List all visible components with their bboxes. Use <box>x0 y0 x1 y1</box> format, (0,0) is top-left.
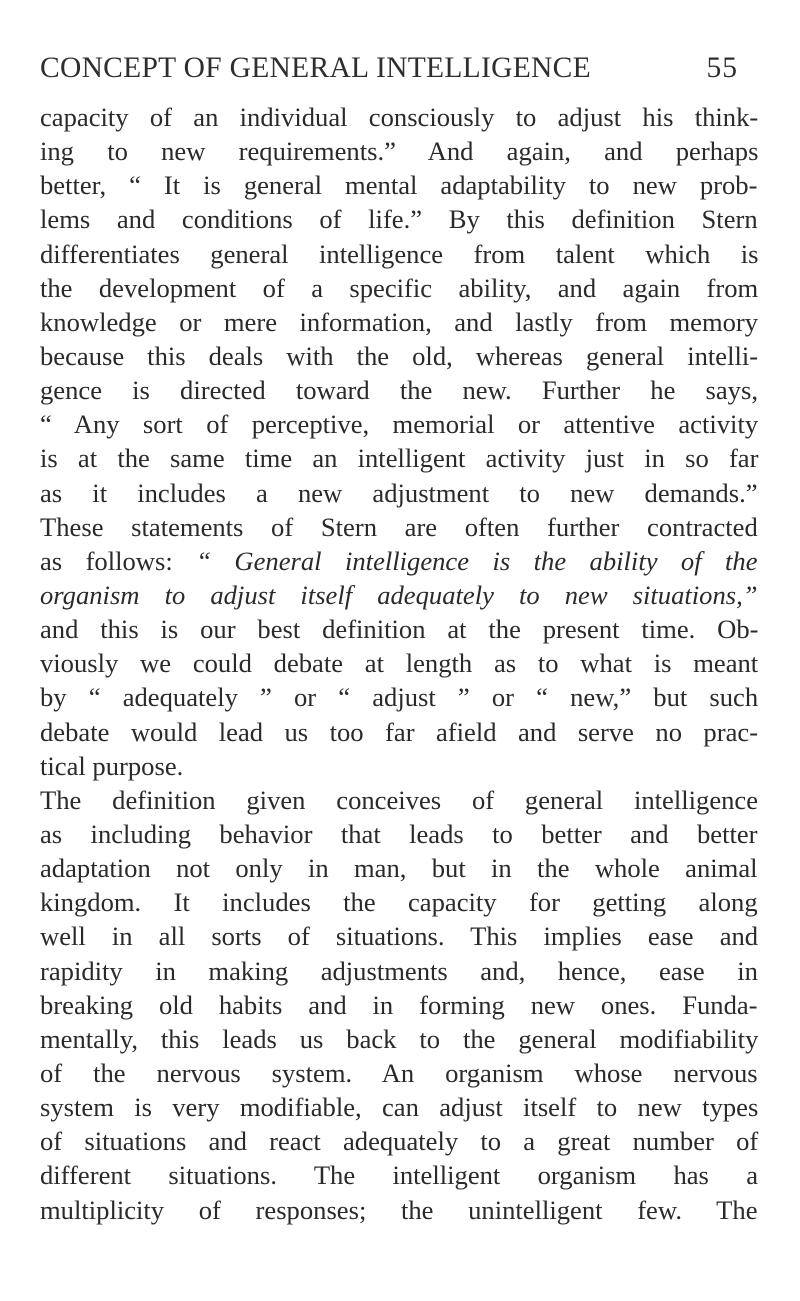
text-line: system is very modifiable, can adjust itself to new types <box>40 1092 759 1123</box>
body-text <box>40 100 758 1227</box>
text-line: well in all sorts of situations. This implies ease and <box>40 921 759 952</box>
text-line: as including behavior that leads to better and better <box>40 818 758 849</box>
text-line: These statements of Stern are often further contracted <box>40 511 758 542</box>
text-line: mentally, this leads us back to the general modifiability <box>40 1023 759 1054</box>
text-line: multiplicity of responses; the unintelligent few. The <box>40 1194 758 1225</box>
text-line: capacity of an individual consciously to adjust his think- <box>40 102 759 132</box>
text-line: kingdom. It includes the capacity for getting along <box>40 887 758 918</box>
text-line: as it includes a new adjustment to new demands.” <box>40 477 758 508</box>
text-line: knowledge or mere information, and lastly from memory <box>40 306 759 337</box>
text-line: tical purpose. <box>40 750 184 781</box>
page-number: 55 <box>706 52 738 84</box>
italic-definition-part1: “ General intelligence is the ability of the <box>196 545 758 576</box>
running-head <box>40 52 738 92</box>
text-line: is at the same time an intelligent activity just in so far <box>40 443 759 474</box>
text-line: adaptation not only in man, but in the whole animal <box>40 853 758 884</box>
text-line: The definition given conceives of general intelligence <box>40 784 759 815</box>
text-line: of situations and react adequately to a great number of <box>40 1126 759 1157</box>
text-line: different situations. The intelligent organism has a <box>40 1160 759 1191</box>
text-line: gence is directed toward the new. Further he says, <box>40 375 758 406</box>
text-line: and this is our best definition at the present time. Ob- <box>40 614 759 645</box>
text-line: of the nervous system. An organism whose nervous <box>40 1057 758 1088</box>
text-line: debate would lead us too far afield and serve no prac- <box>40 716 759 747</box>
chapter-title: CONCEPT OF GENERAL INTELLIGENCE <box>40 52 591 84</box>
italic-definition-part2: organism to adjust itself adequately to new situations,” <box>40 579 758 610</box>
text-line: ing to new requirements.” And again, and perhaps <box>40 136 759 167</box>
text-line: lems and conditions of life.” By this definition Stern <box>40 204 758 235</box>
text-line: by “ adequately ” or “ adjust ” or “ new,” but such <box>40 682 759 713</box>
text-line: “ Any sort of perceptive, memorial or attentive activity <box>40 409 759 440</box>
text-line: the development of a specific ability, and again from <box>40 272 759 303</box>
text-line: because this deals with the old, whereas general intelli- <box>40 340 759 371</box>
text-line: breaking old habits and in forming new ones. Funda- <box>40 989 758 1020</box>
text-line: differentiates general intelligence from talent which is <box>40 238 759 269</box>
text-line: better, “ It is general mental adaptability to new prob- <box>40 170 758 201</box>
text-line: viously we could debate at length as to what is meant <box>40 648 759 679</box>
text-line: rapidity in making adjustments and, hence, ease in <box>40 955 758 986</box>
text-fragment: as follows: <box>40 545 173 576</box>
text-line-with-quote <box>40 544 758 578</box>
italic-definition-line <box>40 578 758 612</box>
